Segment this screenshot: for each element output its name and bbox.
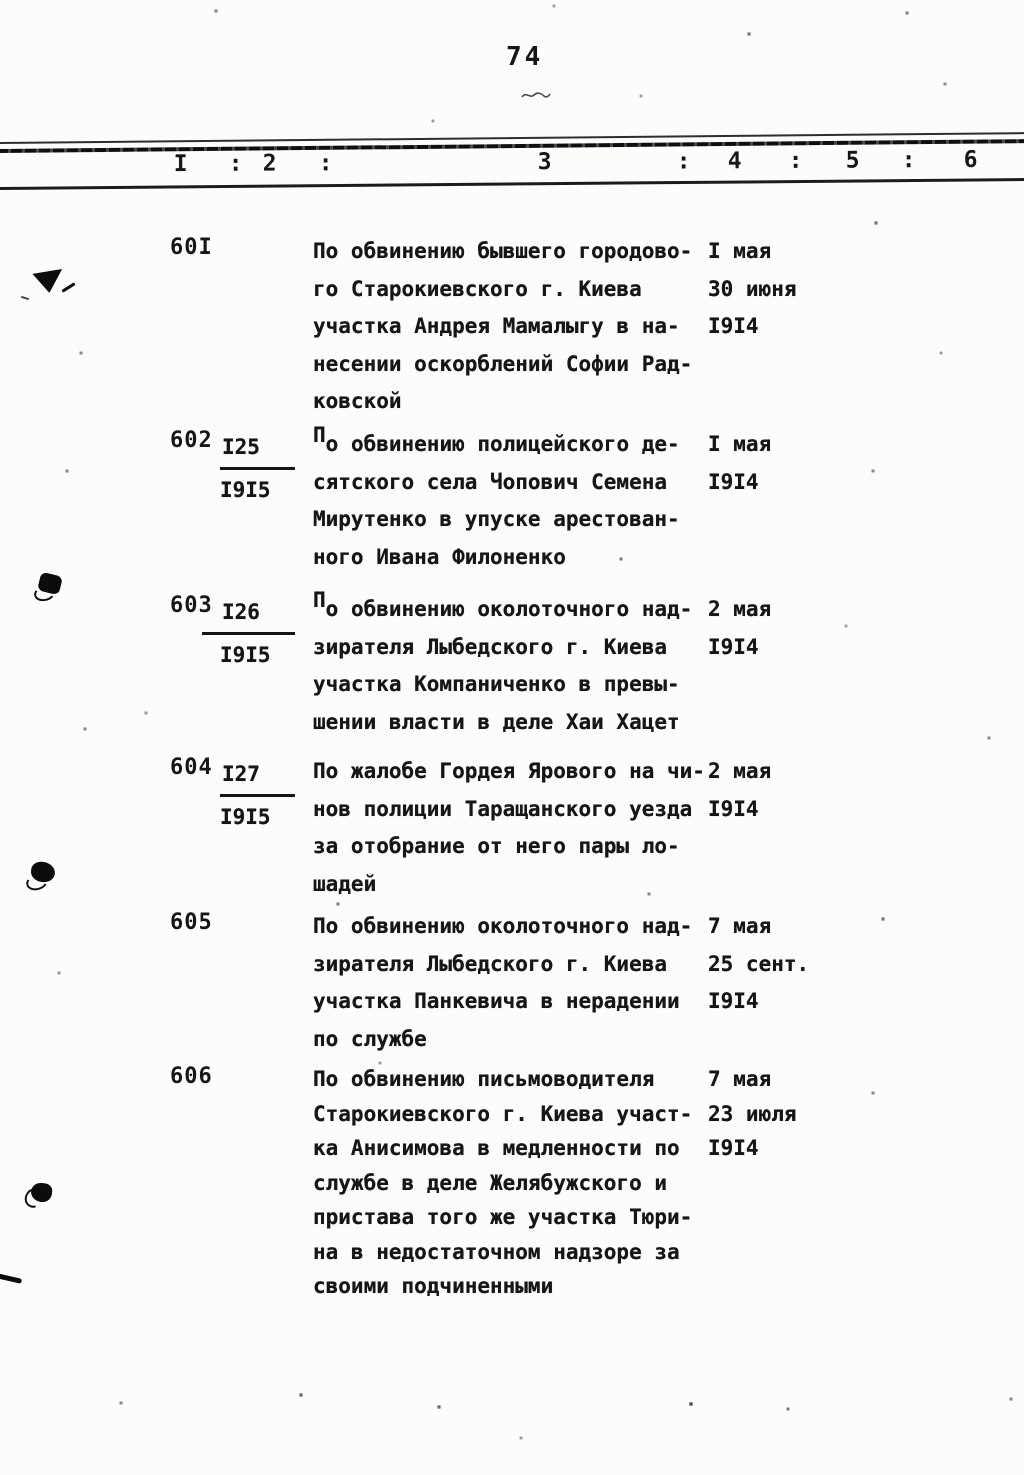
date-line: 2 мая: [708, 759, 772, 783]
description-line: зирателя Лыбедского г. Киева: [313, 951, 668, 976]
case-dates: [708, 1062, 797, 1166]
description-line: несении оскорблений Софии Рад-: [313, 351, 693, 376]
ink-blot-arrowhead: [32, 269, 64, 294]
description-line: своими подчиненными: [313, 1274, 554, 1298]
description-line: службе в деле Желябужского и: [313, 1170, 668, 1195]
date-line: I9I4: [708, 314, 759, 338]
description-line: По обвинению околоточного над-: [313, 588, 693, 621]
description-line: нов полиции Таращанского уезда: [313, 796, 693, 821]
description-line: зирателя Лыбедского г. Киева: [313, 634, 668, 659]
case-fraction: [220, 753, 295, 836]
header-separator: :: [228, 150, 243, 177]
case-description: [313, 908, 692, 1058]
description-line: го Старокиевского г. Киева: [313, 276, 642, 301]
entry-number: 602: [170, 428, 213, 453]
raised-typewriter-letter: П: [313, 423, 326, 447]
date-line: I9I4: [708, 634, 759, 659]
case-number: I26: [202, 591, 295, 635]
case-description: [313, 588, 693, 741]
date-line: I9I4: [708, 1136, 759, 1160]
header-separator: :: [788, 147, 803, 174]
description-line: ковской: [313, 389, 402, 413]
case-dates: [708, 908, 809, 1021]
description-line: По жалобе Гордея Ярового на чи-: [313, 759, 705, 783]
case-description: [313, 423, 680, 576]
entry-number: 604: [170, 755, 213, 780]
scan-noise: [0, 0, 2, 2]
case-dates: [708, 753, 771, 828]
entry-number: 605: [170, 910, 213, 935]
column-header: 2: [262, 150, 277, 177]
case-year: I9I5: [220, 477, 271, 502]
date-line: 2 мая: [708, 597, 772, 621]
description-line: участка Компаниченко в превы-: [313, 672, 680, 696]
description-line: за отобрание от него пары ло-: [313, 834, 680, 858]
description-line: участка Панкевича в нерадении: [313, 989, 680, 1013]
description-line: По обвинению околоточного над-: [313, 914, 693, 938]
description-line: ного Ивана Филоненко: [313, 544, 566, 569]
description-line: по службе: [313, 1026, 427, 1051]
date-line: I9I4: [708, 469, 759, 494]
date-line: I9I4: [708, 989, 759, 1013]
case-description: [313, 753, 705, 903]
date-line: I мая: [708, 239, 772, 263]
entry-number: 606: [170, 1064, 213, 1089]
column-header: 5: [845, 147, 860, 174]
case-fraction: [220, 591, 295, 674]
description-line: По обвинению полицейского де-: [313, 423, 680, 456]
case-dates: [708, 233, 797, 346]
column-header: 4: [727, 148, 742, 175]
description-line: сятского села Чопович Семена: [313, 469, 668, 494]
description-line: участка Андрея Мамалыгу в на-: [313, 314, 680, 338]
column-header: 6: [963, 146, 978, 173]
raised-typewriter-letter: П: [313, 588, 326, 612]
ink-flick-stroke: [61, 282, 75, 292]
ink-stroke-page-edge: [0, 1273, 22, 1284]
column-header: 3: [537, 149, 552, 176]
header-separator: :: [676, 148, 691, 175]
case-description: [313, 1062, 692, 1304]
case-description: [313, 233, 692, 421]
description-line: шении власти в деле Хаи Хацет: [313, 709, 680, 734]
entry-number: 603: [170, 593, 213, 618]
date-line: I мая: [708, 432, 772, 456]
date-line: 25 сент.: [708, 951, 810, 976]
header-rule-bottom: [0, 178, 1024, 190]
date-line: 7 мая: [708, 1067, 772, 1091]
header-separator: :: [901, 147, 916, 174]
entry-number: 60I: [170, 235, 213, 260]
description-line: пристава того же участка Тюри-: [313, 1205, 693, 1229]
date-line: 7 мая: [708, 914, 772, 938]
description-line: По обвинению письмоводителя: [313, 1067, 655, 1091]
case-fraction: [220, 426, 295, 509]
page-number: 74: [506, 42, 544, 72]
description-line: Мирутенко в упуске арестован-: [313, 507, 680, 531]
column-header: I: [173, 151, 188, 178]
case-year: I9I5: [220, 642, 271, 667]
description-line: Старокиевского г. Киева участ-: [313, 1101, 693, 1126]
case-number: I25: [220, 426, 295, 470]
ink-dash: [21, 296, 29, 300]
date-line: I9I4: [708, 796, 759, 821]
handwritten-squiggle-mark: [520, 88, 552, 103]
description-line: шадей: [313, 871, 377, 896]
case-year: I9I5: [220, 804, 271, 829]
description-line: ка Анисимова в медленности по: [313, 1136, 680, 1160]
description-line: на в недостаточном надзоре за: [313, 1239, 680, 1264]
date-line: 30 июня: [708, 276, 797, 301]
description-line: По обвинению бывшего городово-: [313, 239, 693, 263]
date-line: 23 июля: [708, 1101, 797, 1126]
case-dates: [708, 426, 771, 501]
case-number: I27: [220, 753, 295, 797]
case-dates: [708, 591, 771, 666]
header-separator: :: [318, 150, 333, 177]
